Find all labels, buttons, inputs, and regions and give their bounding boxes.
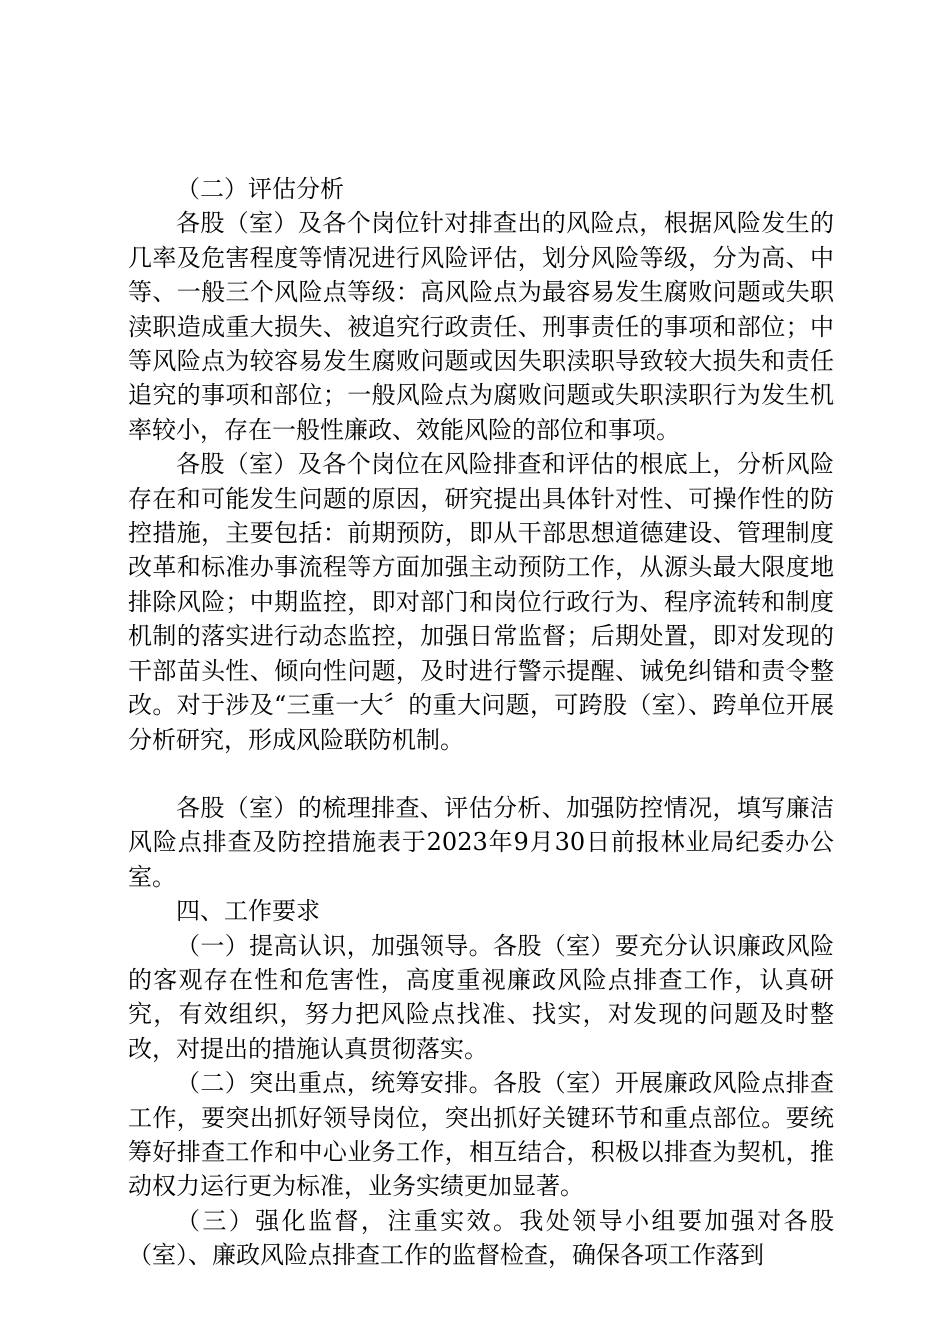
document-body: [128, 172, 834, 1273]
paragraph-prevention-measures: 各股（室）及各个岗位在风险排查和评估的根底上，分析风险存在和可能发生问题的原因，研究提出具体针对性、可操作性的防控措施，主要包括：前期预防，即从干部思想道德建设、管理制度改革和标准办事流程等方面加强主动预防工作，从源头最大限度地排除风险；中期监控，即对部门和岗位行政行为、程序流转和制度机制的落实进行动态监控，加强日常监督；后期处置，即对发现的干部苗头性、倾向性问题，及时进行警示提醒、诫免纠错和责令整改。对于涉及“三重一大〞的重大问题，可跨股（室）、跨单位开展分析研究，形成风险联防机制。: [128, 450, 834, 754]
paragraph-risk-levels: 各股（室）及各个岗位针对排查出的风险点，根据风险发生的几率及危害程度等情况进行风险评估，划分风险等级，分为高、中等、一般三个风险点等级：高风险点为最容易发生腐败问题或失职渎职造成重大损失、被追究行政责任、刑事责任的事项和部位；中等风险点为较容易发生腐败问题或因失职渎职导致较大损失和责任追究的事项和部位；一般风险点为腐败问题或失职渎职行为发生机率较小，存在一般性廉政、效能风险的部位和事项。: [128, 209, 834, 444]
paragraph-submission-deadline: 各股（室）的梳理排查、评估分析、加强防控情况，填写廉洁风险点排查及防控措施表于2023年9月30日前报林业局纪委办公室。: [128, 793, 834, 891]
section-heading-requirements: 四、工作要求: [176, 897, 320, 926]
paragraph-requirement-1: （一）提高认识，加强领导。各股（室）要充分认识廉政风险的客观存在性和危害性，高度重视廉政风险点排查工作，认真研究，有效组织，努力把风险点找准、找实，对发现的问题及时整改，对提出的措施认真贯彻落实。: [128, 931, 834, 1063]
section-heading-assessment: （二）评估分析: [176, 175, 344, 203]
paragraph-gap: [128, 757, 834, 791]
paragraph-requirement-3: （三）强化监督，注重实效。我处领导小组要加强对各股（室）、廉政风险点排查工作的监督检查，确保各项工作落到: [128, 1206, 834, 1270]
paragraph-requirement-2: （二）突出重点，统筹安排。各股（室）开展廉政风险点排查工作，要突出抓好领导岗位，突出抓好关键环节和重点部位。要统筹好排查工作和中心业务工作，相互结合，积极以排查为契机，推动权力运行更为标准，业务实绩更加显著。: [128, 1069, 834, 1201]
